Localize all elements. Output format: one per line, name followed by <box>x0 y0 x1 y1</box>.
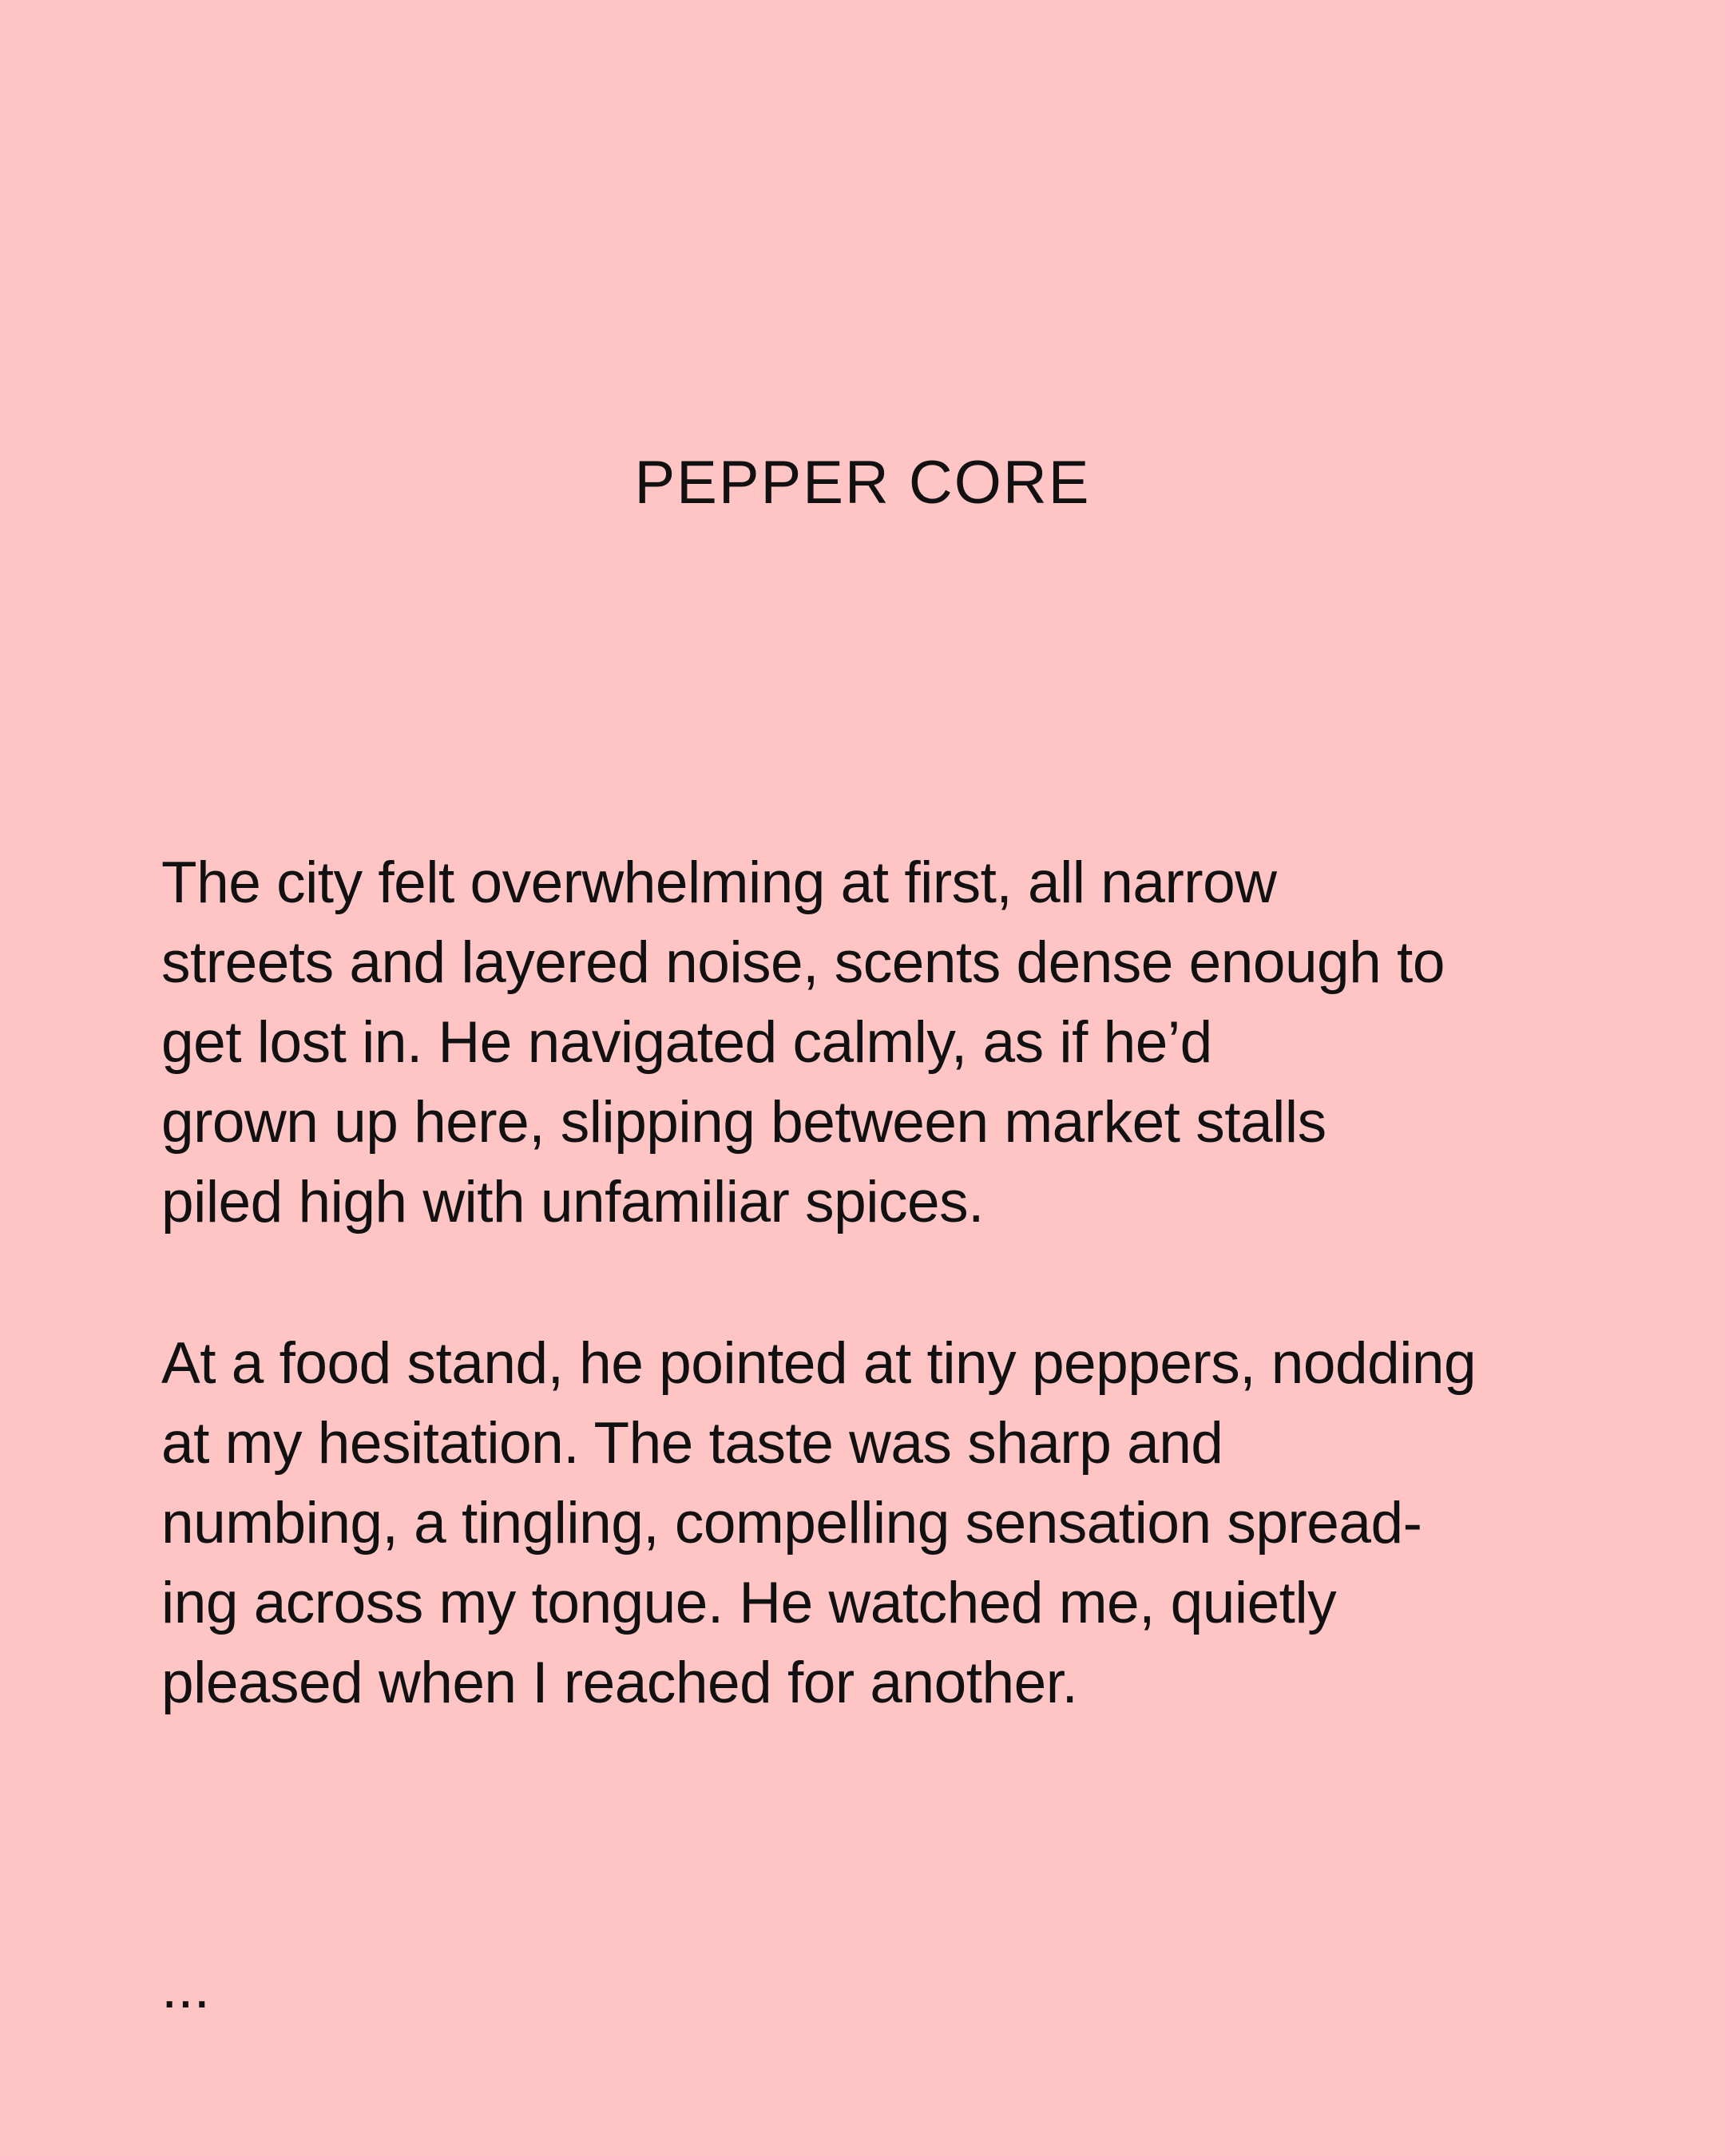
paragraph-line: numbing, a tingling, compelling sensation spread- <box>161 1491 1422 1556</box>
story-paragraph-2 <box>161 1324 1476 1723</box>
paragraph-line: The city felt overwhelming at first, all narrow <box>161 850 1277 915</box>
continuation-ellipsis: ... <box>161 1956 210 2020</box>
story-paragraph-1 <box>161 843 1445 1242</box>
paragraph-line: ing across my tongue. He watched me, quietly <box>161 1571 1337 1635</box>
paragraph-line: pleased when I reached for another. <box>161 1651 1078 1715</box>
paragraph-line: streets and layered noise, scents dense enough to <box>161 930 1445 995</box>
paragraph-line: at my hesitation. The taste was sharp and <box>161 1411 1223 1476</box>
paragraph-line: grown up here, slipping between market stalls <box>161 1090 1326 1155</box>
paragraph-line: get lost in. He navigated calmly, as if he’d <box>161 1010 1212 1075</box>
paragraph-line: piled high with unfamiliar spices. <box>161 1170 984 1235</box>
page-title: PEPPER CORE <box>634 449 1091 517</box>
paragraph-line: At a food stand, he pointed at tiny peppers, nodding <box>161 1331 1477 1396</box>
